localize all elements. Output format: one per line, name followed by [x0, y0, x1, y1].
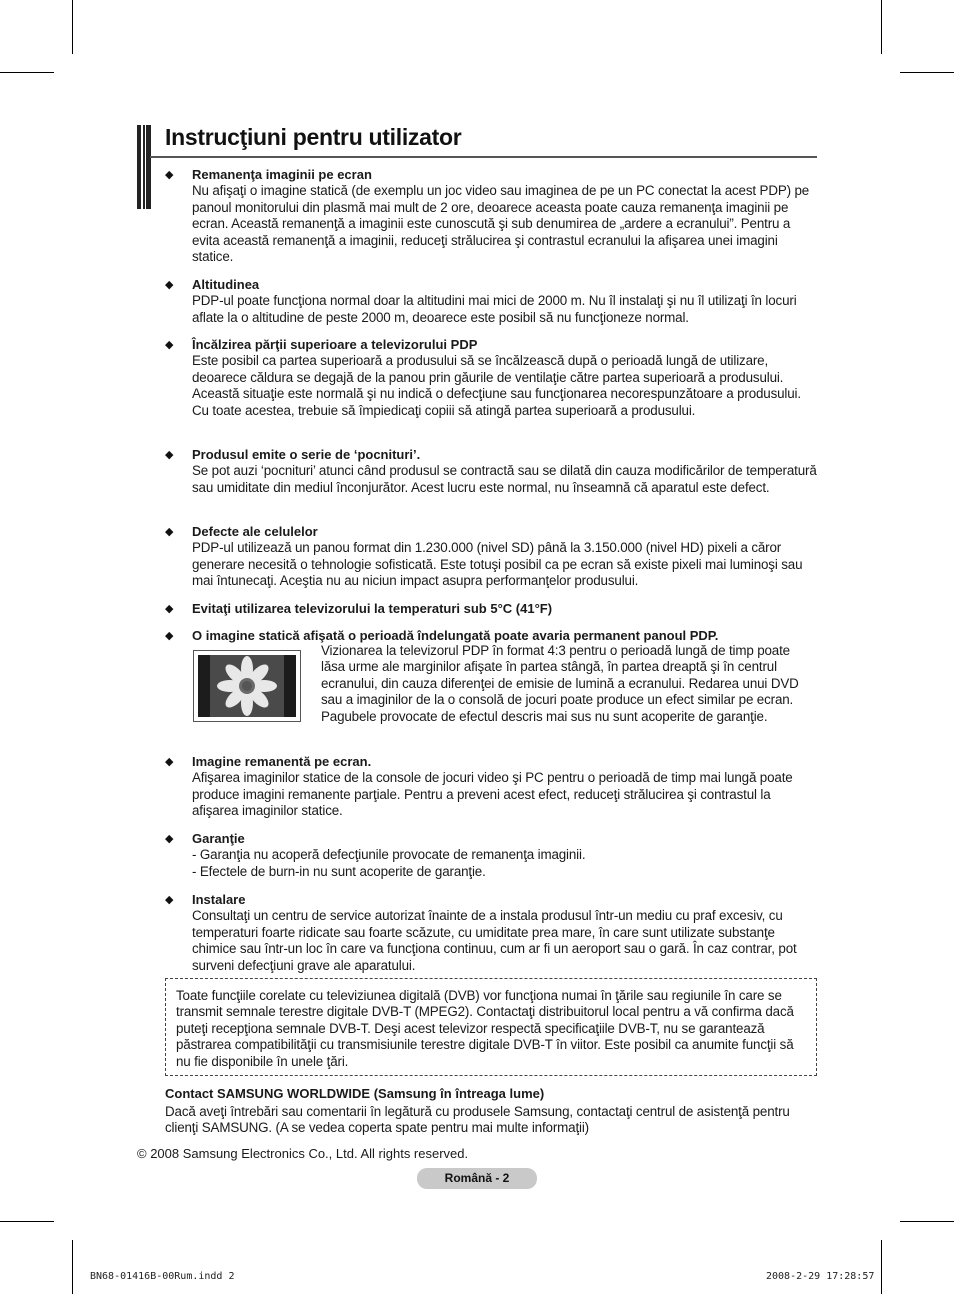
section-body: PDP-ul poate funcţiona normal doar la altitudini mai mici de 2000 m. Nu îl instalaţi şi nu îl utilizaţi în locuri aflate la o altitudine de peste 2000 m, deoarece este posibil să nu funcţioneze normal.: [192, 293, 797, 325]
bullet-diamond-icon: ◆: [165, 169, 174, 181]
warranty-line: - Garanţia nu acoperă defecţiunile provocate de remanenţa imaginii.: [192, 847, 586, 863]
section-body: PDP-ul utilizează un panou format din 1.230.000 (nivel SD) până la 3.150.000 (nivel HD) pixeli a căror generare necesită o tehnologie sofisticată. Este totuşi posibil ca pe ecran să existe pixeli mai luminoşi sau mai întunecaţi. Aceştia nu au niciun impact asupra performanţelor produsului.: [192, 540, 803, 589]
section-low-temperature: [165, 601, 817, 617]
bullet-diamond-icon: ◆: [165, 449, 174, 461]
crop-mark: [881, 0, 882, 54]
crop-mark: [72, 1240, 73, 1294]
bullet-diamond-icon: ◆: [165, 833, 174, 845]
section-body: Afişarea imaginilor statice de la console de jocuri video şi PC pentru o perioadă de timp mai lungă poate produce imagini remanente parţiale. Pentru a preveni acest efect, reduceţi strălucirea şi contrastul la afişarea imaginilor statice.: [192, 770, 793, 819]
section-cell-defects: [165, 524, 817, 590]
section-heading: Încălzirea părţii superioare a televizorului PDP: [192, 337, 478, 352]
crop-mark: [0, 1221, 54, 1222]
contact-heading: Contact SAMSUNG WORLDWIDE (Samsung în întreaga lume): [165, 1086, 545, 1101]
section-body: Consultaţi un centru de service autorizat înainte de a instala produsul într-un mediu cu praf excesiv, cu temperaturi foarte ridicate sau foarte scăzute, cu umiditate prea mare, în care sunt utilizate substanţe chimice sau într-un loc în care va funcţiona continuu, cum ar fi un aeroport sau o gară. În caz contrar, pot surveni defecţiuni grave ale aparatului.: [192, 908, 797, 973]
section-heading: O imagine statică afişată o perioadă îndelungată poate avaria permanent panoul PDP.: [192, 628, 719, 643]
print-slug-date: 2008-2-29 17:28:57: [766, 1271, 875, 1282]
bullet-diamond-icon: ◆: [165, 339, 174, 351]
flower-image: [198, 655, 296, 717]
section-heading: Garanţie: [192, 831, 245, 846]
section-image-retention: [165, 167, 817, 265]
section-altitude: [165, 277, 817, 326]
section-heading: Defecte ale celulelor: [192, 524, 318, 539]
bullet-diamond-icon: ◆: [165, 630, 174, 642]
dvb-notice-text: Toate funcţiile corelate cu televiziunea digitală (DVB) vor funcţiona numai în ţările sau regiunile în care se transmit semnale terestre digitale DVB-T (MPEG2). Contactaţi distribuitorul local pentru a vă confirma dacă puteţi recepţiona semnale DVB-T. Deşi acest televizor respectă specificaţiile DVB-T, nu se garantează păstrarea compatibilităţii cu transmisiunile terestre digitale DVB-T în viitor. Este posibil ca anumite funcţii să nu fie disponibile în unele ţări.: [176, 988, 794, 1069]
dvb-notice-box: [165, 978, 817, 1076]
bullet-diamond-icon: ◆: [165, 526, 174, 538]
crop-mark: [72, 0, 73, 54]
section-heading: Instalare: [192, 892, 246, 907]
crop-mark: [881, 1240, 882, 1294]
warranty-line: - Efectele de burn-in nu sunt acoperite de garanţie.: [192, 863, 486, 879]
section-heading: Altitudinea: [192, 277, 260, 292]
contact-body: Dacă aveţi întrebări sau comentarii în legătură cu produsele Samsung, contactaţi centrul de asistenţă pentru clienţi SAMSUNG. (A se vedea coperta spate pentru mai multe informaţii): [165, 1104, 790, 1136]
section-body: Nu afişaţi o imagine statică (de exemplu un joc video sau imaginea de pe un PC conectat la acest PDP) pe panoul monitorului din plasmă mai mult de 2 ore, deoarece aceasta poate cauza remanenţa imaginii pe ecran. Această remanenţă a imaginii este cunoscută şi sub denumirea de „ardere a ecranului”. Pentru a evita această remanenţă a imaginii, reduceţi strălucirea şi contrastul ecranului la afişarea unei imagini statice.: [192, 183, 810, 265]
section-heading: Remanenţa imaginii pe ecran: [192, 167, 372, 182]
section-heading: Imagine remanentă pe ecran.: [192, 754, 372, 769]
crop-mark: [900, 72, 954, 73]
section-static-image: [165, 628, 817, 644]
section-body: Se pot auzi ‘pocnituri’ atunci când produsul se contractă sau se dilată din cauza modificărilor de temperatură sau umiditate din mediul înconjurător. Acest lucru este normal, nu înseamnă că aparatul este defect.: [192, 463, 817, 495]
section-installation: [165, 892, 817, 974]
page-number-badge: Română - 2: [417, 1168, 537, 1189]
section-body: Vizionarea la televizorul PDP în format 4:3 pentru o perioadă lungă de timp poate lăsa urme ale marginilor afişate în partea stângă, în partea dreaptă şi în centrul ecranului, din cauza diferenţei de emisie de lumină a ecranului. Redarea unui DVD sau a imaginilor de la o consolă de jocuri poate produce un efect similar pe ecran. Pagubele provocate de efectul descris mai sus nu sunt acoperite de garanţie.: [321, 643, 799, 724]
title-rule: [150, 156, 817, 158]
copyright-text: © 2008 Samsung Electronics Co., Ltd. All rights reserved.: [137, 1146, 469, 1161]
section-heating: [165, 337, 817, 419]
static-image-thumbnail: [193, 650, 301, 722]
bullet-diamond-icon: ◆: [165, 756, 174, 768]
bullet-diamond-icon: ◆: [165, 279, 174, 291]
section-heading: Produsul emite o serie de ‘pocnituri’.: [192, 447, 421, 462]
crop-mark: [0, 72, 54, 73]
bullet-diamond-icon: ◆: [165, 894, 174, 906]
section-cracking-noise: [165, 447, 817, 496]
section-body: Este posibil ca partea superioară a produsului să se încălzească după o perioadă lungă de utilizare, deoarece căldura se degajă de la panou prin găurile de ventilaţie către partea superioară a produsului. Această situaţie este normală şi nu indică o defecţiune sau funcţionarea necorespunzătoare a produsului. Cu toate acestea, trebuie să împiedicaţi copiii să atingă partea superioară a produsului.: [192, 353, 801, 418]
section-warranty: [165, 831, 817, 880]
section-residual-image: [165, 754, 817, 820]
crop-mark: [900, 1221, 954, 1222]
print-slug-file: BN68-01416B-00Rum.indd 2: [90, 1271, 235, 1282]
page-title: Instrucţiuni pentru utilizator: [165, 124, 462, 150]
bullet-diamond-icon: ◆: [165, 603, 174, 615]
section-heading: Evitaţi utilizarea televizorului la temperaturi sub 5°C (41°F): [192, 601, 553, 616]
